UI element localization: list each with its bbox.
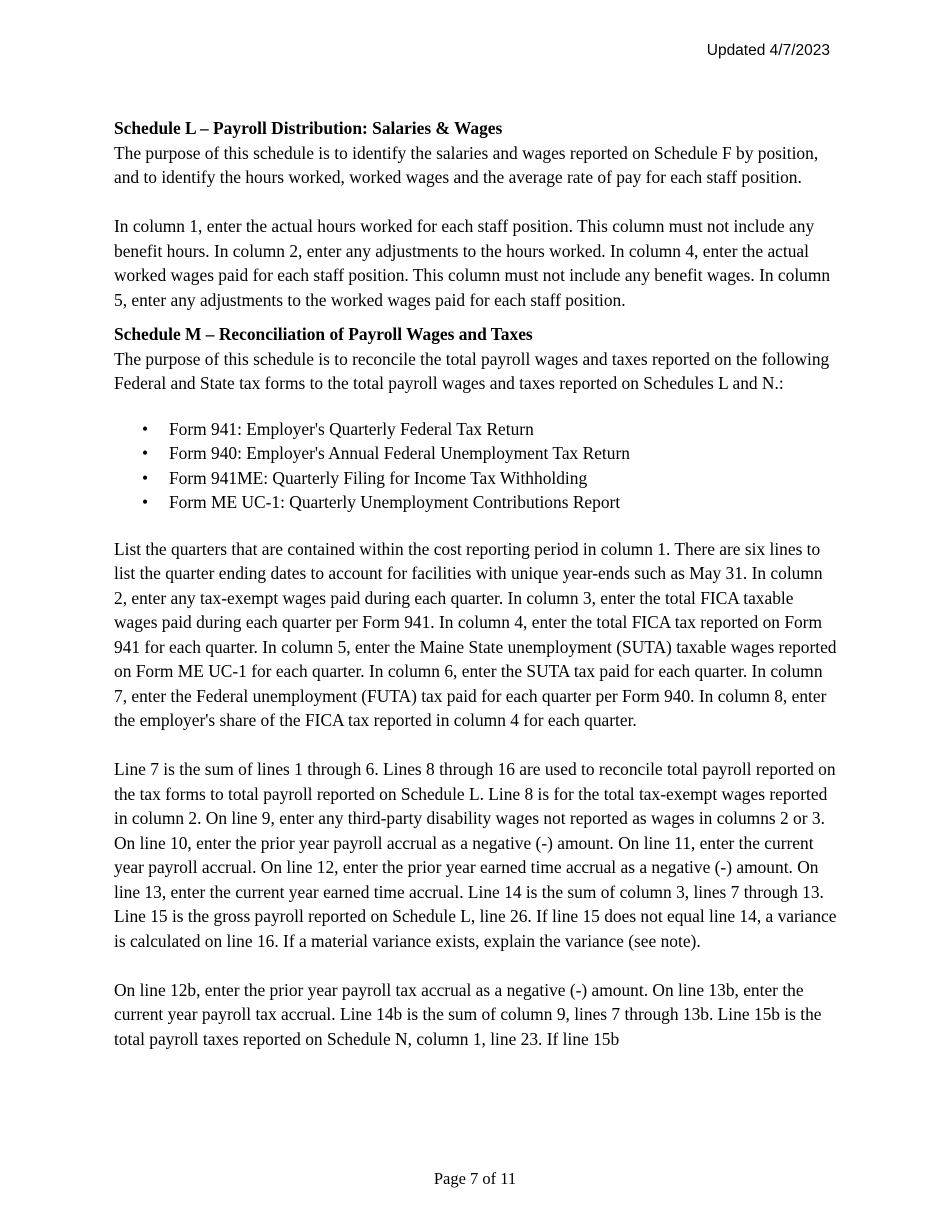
updated-date: Updated 4/7/2023 [706, 42, 830, 59]
schedule-l-columns: In column 1, enter the actual hours worked for each staff position. This column must not include any benefit hours. In column 2, enter any adjustments to the hours worked. In column 4, enter the actual worked wages paid for each staff position. This column must not include any benefit wages. In column 5, enter any adjustments to the worked wages paid for each staff position. [114, 216, 831, 310]
page-number: Page 7 of 11 [433, 1169, 517, 1188]
schedule-m-taxes: On line 12b, enter the prior year payroll tax accrual as a negative (-) amount. On line 13b, enter the current year payroll tax accrual. Line 14b is the sum of column 9, lines 7 through 13b. Line 15b is the total payroll taxes reported on Schedule N, column 1, line 23. If line 15b [114, 979, 822, 1049]
document-body [114, 116, 838, 1051]
list-item: • Form 941ME: Quarterly Filing for Income Tax Withholding [142, 466, 838, 491]
list-item: • Form ME UC-1: Quarterly Unemployment Contributions Report [142, 490, 838, 515]
schedule-l-heading: Schedule L – Payroll Distribution: Salaries & Wages [114, 118, 503, 138]
schedule-l-purpose: The purpose of this schedule is to identify the salaries and wages reported on Schedule F by position, and to identify the hours worked, worked wages and the average rate of pay for each staff position. [114, 142, 819, 187]
list-item: • Form 940: Employer's Annual Federal Unemployment Tax Return [142, 441, 838, 466]
schedule-m-purpose: The purpose of this schedule is to reconcile the total payroll wages and taxes reported on the following Federal and State tax forms to the total payroll wages and taxes reported on Schedules L and N.: [114, 348, 830, 393]
schedule-m-heading: Schedule M – Reconciliation of Payroll Wages and Taxes [114, 324, 533, 344]
spacer [114, 190, 838, 215]
schedule-m-quarters: List the quarters that are contained within the cost reporting period in column 1. There are six lines to list the quarter ending dates to account for facilities with unique year-ends such as May 31. In column 2, enter any tax-exempt wages paid during each quarter. In column 3, enter the total FICA taxable wages paid during each quarter per Form 941. In column 4, enter the total FICA tax reported on Form 941 for each quarter. In column 5, enter the Maine State unemployment (SUTA) taxable wages reported on Form ME UC-1 for each quarter. In column 6, enter the SUTA tax paid for each quarter. In column 7, enter the Federal unemployment (FUTA) tax paid for each quarter per Form 940. In column 8, enter the employer's share of the FICA tax reported in column 4 for each quarter. [114, 538, 837, 730]
tax-forms-list [114, 417, 838, 515]
spacer [114, 733, 838, 758]
spacer [114, 312, 838, 322]
spacer [114, 396, 838, 417]
spacer [114, 515, 838, 537]
schedule-m-lines: Line 7 is the sum of lines 1 through 6. Lines 8 through 16 are used to reconcile total payroll reported on the tax forms to total payroll reported on Schedule L. Line 8 is for the total tax-exempt wages reported in column 2. On line 9, enter any third-party disability wages not reported as wages in columns 2 or 3. On line 10, enter the prior year payroll accrual as a negative (-) amount. On line 11, enter the current year payroll accrual. On line 12, enter the prior year earned time accrual as a negative (-) amount. On line 13, enter the current year earned time accrual. Line 14 is the sum of column 3, lines 7 through 13. Line 15 is the gross payroll reported on Schedule L, line 26. If line 15 does not equal line 14, a variance is calculated on line 16. If a material variance exists, explain the variance (see note). [114, 759, 837, 951]
spacer [114, 953, 838, 978]
list-item: • Form 941: Employer's Quarterly Federal Tax Return [142, 417, 838, 442]
